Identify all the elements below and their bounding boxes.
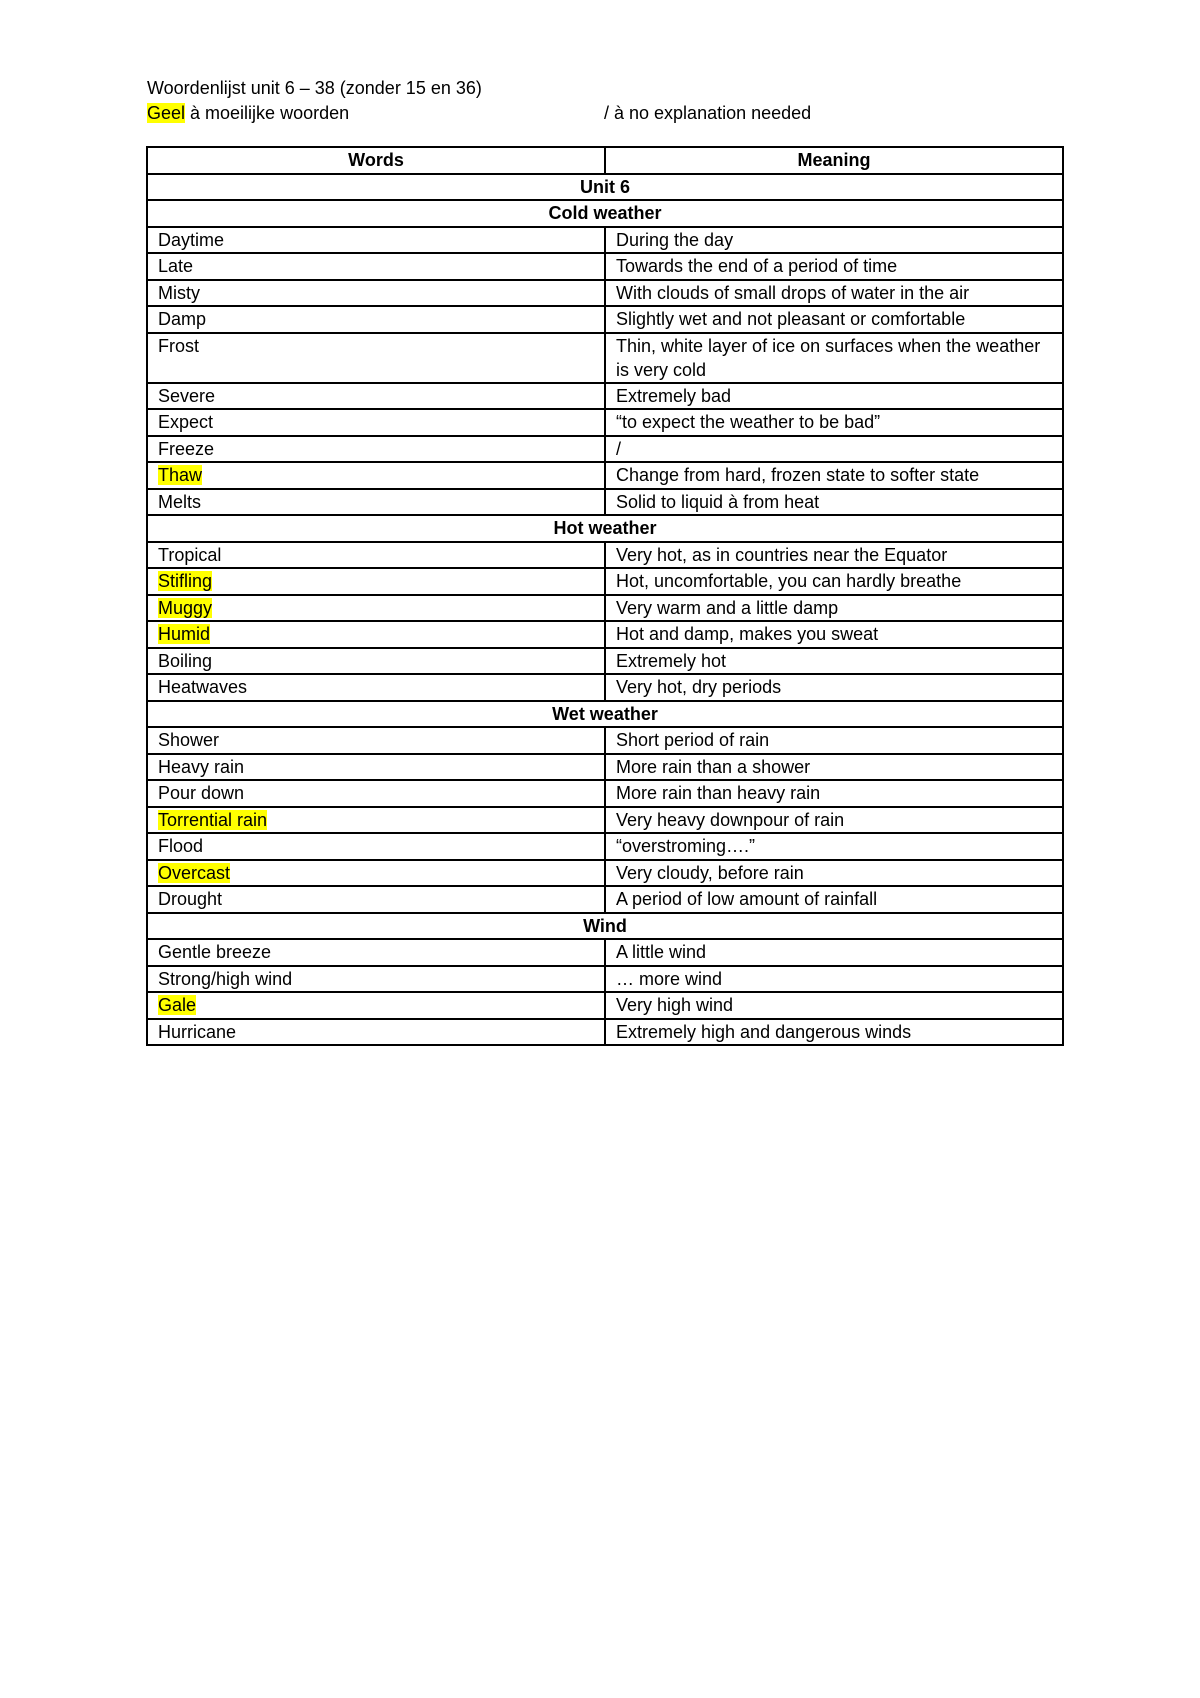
- meaning-cell: Short period of rain: [605, 727, 1063, 754]
- table-header-row: [147, 147, 1063, 174]
- meaning-cell: More rain than heavy rain: [605, 780, 1063, 807]
- word-cell: [147, 727, 605, 754]
- word-cell: [147, 648, 605, 675]
- table-row: [147, 833, 1063, 860]
- table-row: [147, 280, 1063, 307]
- word-cell: [147, 436, 605, 463]
- section-title: Cold weather: [147, 200, 1063, 227]
- meaning-cell: Thin, white layer of ice on surfaces when the weather is very cold: [605, 333, 1063, 383]
- legend-highlight-line: [147, 102, 349, 124]
- word-cell: [147, 780, 605, 807]
- word-cell: [147, 860, 605, 887]
- meaning-cell: /: [605, 436, 1063, 463]
- section-row: [147, 200, 1063, 227]
- meaning-cell: … more wind: [605, 966, 1063, 993]
- meaning-cell: Change from hard, frozen state to softer state: [605, 462, 1063, 489]
- meaning-cell: Very cloudy, before rain: [605, 860, 1063, 887]
- word-cell: [147, 383, 605, 410]
- unit-title: Unit 6: [147, 174, 1063, 201]
- word-cell: [147, 489, 605, 516]
- word: Daytime: [158, 229, 225, 250]
- table-row: [147, 489, 1063, 516]
- word: Expect: [158, 412, 214, 432]
- vocabulary-table-body: [147, 174, 1063, 1046]
- meaning-cell: Very hot, dry periods: [605, 674, 1063, 701]
- highlighted-word: Thaw: [158, 465, 203, 485]
- word-cell: [147, 333, 605, 383]
- section-row: [147, 701, 1063, 728]
- highlighted-word: Stifling: [158, 571, 213, 591]
- word: Freeze: [158, 438, 215, 459]
- word: Flood: [158, 836, 204, 856]
- word-cell: [147, 409, 605, 436]
- table-row: [147, 648, 1063, 675]
- word-cell: [147, 280, 605, 307]
- document-title: Woordenlijst unit 6 – 38 (zonder 15 en 36): [147, 78, 482, 98]
- highlighted-word: Gale: [158, 995, 197, 1015]
- word: Hurricane: [158, 1021, 237, 1042]
- meaning-cell: During the day: [605, 227, 1063, 254]
- meaning-cell: Extremely hot: [605, 648, 1063, 675]
- word-cell: [147, 833, 605, 860]
- word-cell: [147, 595, 605, 622]
- word-cell: [147, 462, 605, 489]
- table-row: [147, 754, 1063, 781]
- meaning-cell: More rain than a shower: [605, 754, 1063, 781]
- word-cell: [147, 886, 605, 913]
- table-row: [147, 992, 1063, 1019]
- meaning-cell: Extremely high and dangerous winds: [605, 1019, 1063, 1046]
- word: Late: [158, 256, 194, 276]
- word-cell: [147, 939, 605, 966]
- table-row: [147, 807, 1063, 834]
- table-row: [147, 621, 1063, 648]
- word: Tropical: [158, 544, 222, 565]
- column-header-words: Words: [147, 147, 605, 174]
- word-cell: [147, 568, 605, 595]
- meaning-cell: Very warm and a little damp: [605, 595, 1063, 622]
- meaning-cell: Towards the end of a period of time: [605, 253, 1063, 280]
- table-row: [147, 333, 1063, 383]
- word-cell: [147, 621, 605, 648]
- word-cell: [147, 306, 605, 333]
- word: Heavy rain: [158, 756, 245, 777]
- table-row: [147, 595, 1063, 622]
- word-cell: [147, 992, 605, 1019]
- meaning-cell: “overstroming….”: [605, 833, 1063, 860]
- word: Frost: [158, 335, 200, 356]
- meaning-cell: A period of low amount of rainfall: [605, 886, 1063, 913]
- meaning-cell: A little wind: [605, 939, 1063, 966]
- section-title: Hot weather: [147, 515, 1063, 542]
- table-row: [147, 727, 1063, 754]
- meaning-cell: Very high wind: [605, 992, 1063, 1019]
- table-row: [147, 436, 1063, 463]
- word: Gentle breeze: [158, 942, 272, 962]
- word-cell: [147, 807, 605, 834]
- table-row: [147, 383, 1063, 410]
- section-row: [147, 913, 1063, 940]
- table-row: [147, 227, 1063, 254]
- word: Misty: [158, 282, 200, 303]
- word: Damp: [158, 309, 207, 329]
- table-row: [147, 542, 1063, 569]
- meaning-cell: Hot and damp, makes you sweat: [605, 621, 1063, 648]
- meaning-cell: Very hot, as in countries near the Equator: [605, 542, 1063, 569]
- highlighted-word: Overcast: [158, 862, 231, 883]
- meaning-cell: Very heavy downpour of rain: [605, 807, 1063, 834]
- meaning-cell: Slightly wet and not pleasant or comfortable: [605, 306, 1063, 333]
- table-row: [147, 939, 1063, 966]
- highlighted-word: Muggy: [158, 597, 213, 618]
- word: Shower: [158, 730, 220, 750]
- legend-slash-text: / à no explanation needed: [604, 103, 812, 123]
- table-row: [147, 674, 1063, 701]
- section-title: Wind: [147, 913, 1063, 940]
- meaning-cell: Solid to liquid à from heat: [605, 489, 1063, 516]
- legend-highlight-word: Geel: [147, 103, 186, 123]
- highlighted-word: Torrential rain: [158, 809, 268, 830]
- section-title: Wet weather: [147, 701, 1063, 728]
- word-cell: [147, 227, 605, 254]
- table-row: [147, 409, 1063, 436]
- meaning-cell: “to expect the weather to be bad”: [605, 409, 1063, 436]
- word: Strong/high wind: [158, 968, 293, 989]
- highlighted-word: Humid: [158, 624, 211, 644]
- word: Severe: [158, 385, 216, 406]
- table-row: [147, 1019, 1063, 1046]
- word-cell: [147, 966, 605, 993]
- word-cell: [147, 253, 605, 280]
- table-row: [147, 568, 1063, 595]
- meaning-cell: Hot, uncomfortable, you can hardly breathe: [605, 568, 1063, 595]
- section-row: [147, 515, 1063, 542]
- table-row: [147, 860, 1063, 887]
- vocabulary-table: [146, 146, 1064, 1046]
- table-row: [147, 253, 1063, 280]
- word: Heatwaves: [158, 677, 248, 697]
- table-row: [147, 306, 1063, 333]
- table-row: [147, 966, 1063, 993]
- meaning-cell: With clouds of small drops of water in the air: [605, 280, 1063, 307]
- table-row: [147, 780, 1063, 807]
- word-cell: [147, 754, 605, 781]
- table-row: [147, 462, 1063, 489]
- table-row: [147, 886, 1063, 913]
- unit-title-row: [147, 174, 1063, 201]
- column-header-meaning: Meaning: [605, 147, 1063, 174]
- legend-highlight-text: à moeilijke woorden: [185, 103, 350, 123]
- word: Melts: [158, 491, 202, 512]
- word-cell: [147, 674, 605, 701]
- meaning-cell: Extremely bad: [605, 383, 1063, 410]
- word-cell: [147, 1019, 605, 1046]
- word-cell: [147, 542, 605, 569]
- word: Drought: [158, 889, 223, 909]
- word: Boiling: [158, 650, 213, 671]
- word: Pour down: [158, 783, 245, 803]
